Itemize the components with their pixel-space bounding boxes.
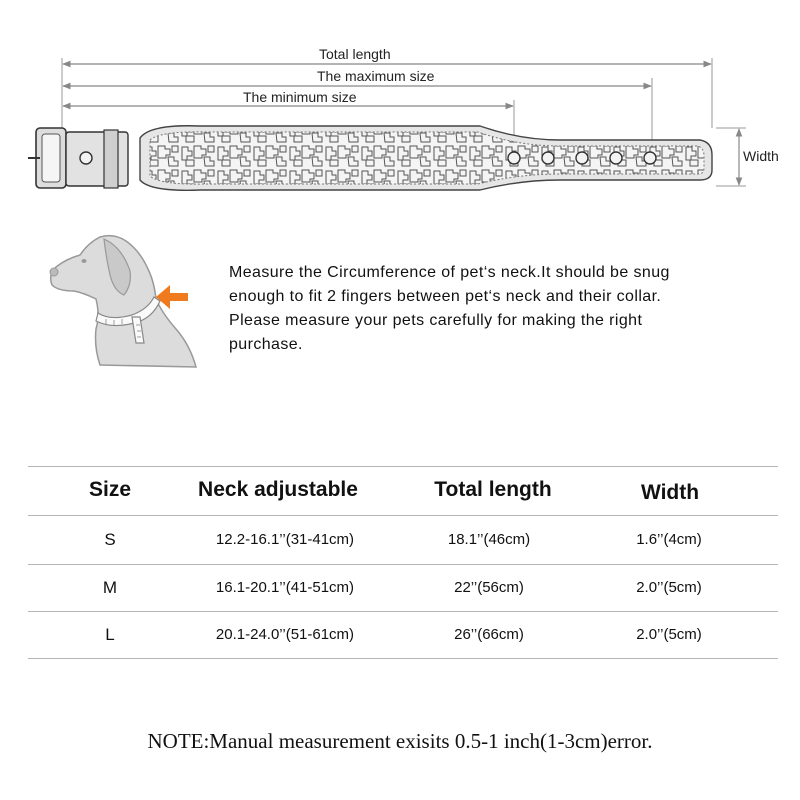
instruction-line-3: Please measure your pets carefully for making the right [229,312,643,329]
width-cell: 2.0’’(5cm) [636,626,702,643]
length-cell: 18.1’’(46cm) [447,531,531,548]
collar-diagram [0,0,800,200]
maximum-size-label: The maximum size [317,68,435,84]
instruction-line-1: Measure the Circumference of pet‘s neck.It should be snug [229,264,670,281]
minimum-size-label: The minimum size [243,89,357,105]
collar-illustration [0,0,800,200]
measurement-note: NOTE:Manual measurement exisits 0.5-1 inch(1-3cm)error. [147,729,653,753]
header-width: Width [640,481,700,504]
table-divider [28,466,778,467]
width-cell: 2.0’’(5cm) [636,579,702,596]
table-divider [28,611,778,612]
size-cell: L [105,625,115,644]
length-cell: 26’’(66cm) [454,626,524,643]
width-cell: 1.6’’(4cm) [636,531,702,548]
table-divider [28,564,778,565]
instruction-line-2: enough to fit 2 fingers between pet‘s neck and their collar. [229,288,662,305]
size-cell: M [102,578,118,597]
size-cell: S [104,530,116,549]
arrow-icon [156,285,188,309]
neck-cell: 20.1-24.0’’(51-61cm) [215,626,355,643]
neck-cell: 16.1-20.1’’(41-51cm) [215,579,355,596]
measure-instructions [229,261,789,357]
table-divider [28,658,778,659]
width-label: Width [743,148,779,164]
header-size: Size [88,478,132,501]
header-total-length: Total length [434,478,552,501]
table-divider [28,515,778,516]
header-neck-adjustable: Neck adjustable [198,478,358,501]
instruction-line-4: purchase. [229,336,303,353]
total-length-label: Total length [319,46,391,62]
length-cell: 22’’(56cm) [454,579,524,596]
neck-cell: 12.2-16.1’’(31-41cm) [215,531,355,548]
dog-neck-measure-illustration [40,225,240,395]
